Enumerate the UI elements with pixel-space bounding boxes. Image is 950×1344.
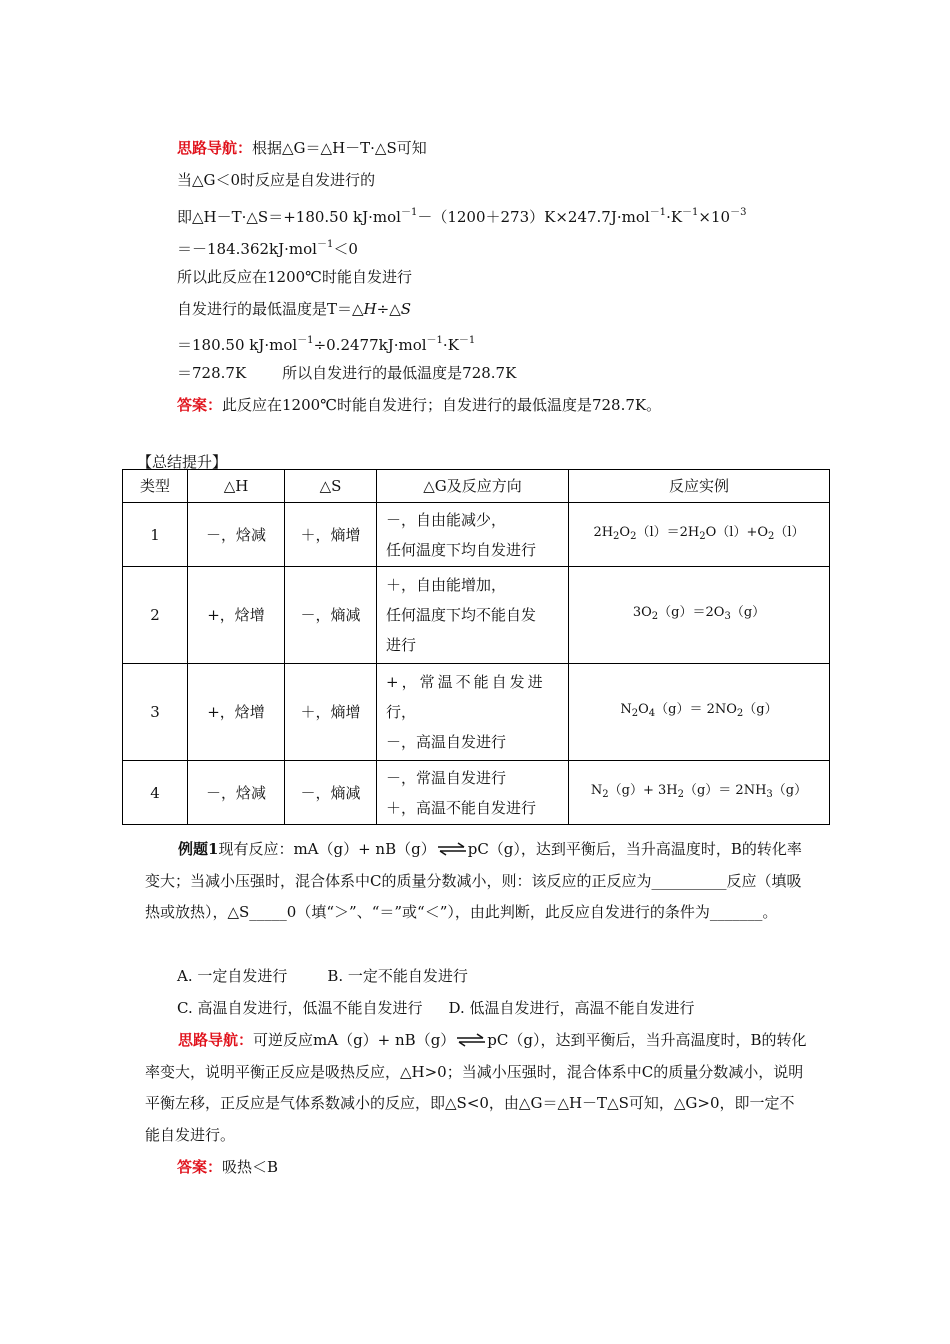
analysis-line-4 [177, 235, 358, 259]
dh-cell: +，焓增 [188, 664, 285, 761]
option-a: A. 一定自发进行 [177, 967, 288, 985]
formula-part: （l） [774, 524, 805, 540]
formula-part: ＝－184.362kJ·mol [177, 240, 317, 258]
conclusion-text: 所以自发进行的最低温度是728.7K [282, 364, 517, 382]
ds-cell: －，熵减 [285, 761, 377, 825]
type-cell: 3 [123, 664, 188, 761]
formula-part: 2H [593, 524, 614, 540]
option-row-2 [177, 998, 695, 1018]
formula-part: 3O [632, 605, 652, 620]
header-cell: 类型 [123, 470, 188, 503]
superscript: －1 [297, 335, 314, 346]
formula-part: ·K [666, 208, 683, 226]
example-cell [569, 503, 830, 567]
direction-line: －，常温自发进行 [386, 768, 507, 787]
subscript: 2 [736, 708, 744, 719]
superscript: －1 [649, 207, 667, 218]
formula-part: （g）＝ 2NH [683, 782, 767, 798]
example-cell [569, 664, 830, 761]
formula-part: O [638, 702, 649, 717]
answer-text: 此反应在1200℃时能自发进行；自发进行的最低温度是728.7K。 [222, 396, 662, 414]
formula-part: （g） [730, 605, 766, 620]
superscript: －1 [682, 207, 699, 218]
equilibrium-arrow-icon [455, 1033, 487, 1047]
ds-cell: ＋，熵增 [285, 503, 377, 567]
equilibrium-arrow-icon [436, 842, 468, 856]
formula-part: 即△H－T·△S＝+180.50 kJ·mol [177, 208, 401, 226]
superscript: －1 [400, 207, 418, 218]
direction-cell [377, 503, 569, 567]
direction-line: －，高温自发进行 [386, 733, 507, 751]
analysis-label: 思路导航： [178, 1031, 254, 1049]
ds-cell: ＋，熵增 [285, 664, 377, 761]
analysis-text: pC（g），达到平衡后，当升高温度时，B的转化率变大，说明平衡正反应是吸热反应，△H>0；当减小压强时，混合体系中C的质量分数减小，说明平衡左移，正反应是气体系数减小的反应，即△S<0，由△G＝△H－T△S可知，△G>0，即一定不能自发进行。 [145, 1031, 807, 1144]
formula-part: ÷0.2477kJ·mol [313, 336, 427, 354]
analysis-text: 根据△G＝△H－T·△S可知 [252, 139, 427, 157]
header-cell: △H [188, 470, 285, 503]
answer-label: 答案： [177, 1158, 223, 1176]
formula-part: N [620, 702, 632, 717]
subscript: 3 [724, 611, 731, 622]
example-label: 例题1 [178, 840, 219, 858]
example-cell [569, 567, 830, 664]
formula-part: （g）+ 3H [608, 782, 678, 798]
formula-part: （g） [743, 702, 778, 717]
direction-cell [377, 761, 569, 825]
direction-line: －，自由能减少， [386, 510, 507, 529]
subscript: 2 [602, 788, 609, 800]
formula-part: N [590, 782, 603, 798]
example-text: pC（g），达到平衡后，当升高温度时，B的转化率变大；当减小压强时，混合体系中C的质量分数减小，则：该反应的正反应为__________反应（填吸热或放热），△S_____0（填“＞”、“＝”或“＜”），由此判断，此反应自发进行的条件为_______。 [145, 840, 802, 921]
ds-cell: －，熵减 [285, 567, 377, 664]
analysis-line-6 [177, 299, 411, 319]
table-row [123, 503, 830, 567]
dh-cell: +，焓增 [188, 567, 285, 664]
subscript: 2 [699, 530, 706, 542]
summary-title: 【总结提升】 [137, 453, 228, 471]
direction-line: 行， [386, 703, 417, 721]
formula-part: ·K [442, 336, 459, 354]
answer-line-1 [177, 395, 661, 415]
superscript: －3 [730, 207, 747, 218]
superscript: －1 [458, 335, 476, 346]
option-d: D. 低温自发进行，高温不能自发进行 [448, 999, 695, 1017]
subscript: 2 [768, 530, 775, 542]
formula-part: 自发进行的最低温度是T＝ [177, 300, 353, 318]
analysis-line-8 [177, 363, 516, 383]
table-row [123, 567, 830, 664]
direction-line: 进行 [386, 636, 417, 654]
header-cell: △G及反应方向 [377, 470, 569, 503]
table-row [123, 761, 830, 825]
option-b: B. 一定不能自发进行 [327, 967, 468, 985]
type-cell: 2 [123, 567, 188, 664]
direction-line: ＋，高温不能自发进行 [386, 798, 537, 817]
analysis-label: 思路导航： [177, 139, 253, 157]
formula-part: ＝728.7K [177, 364, 247, 382]
example-text: 现有反应：mA（g）+ nB（g） [218, 840, 436, 858]
direction-line: 任何温度下均不能自发 [386, 606, 537, 624]
summary-table [122, 469, 830, 825]
analysis-line-3 [177, 203, 746, 227]
formula-part: O（l）+O [705, 524, 768, 540]
subscript: 2 [651, 611, 659, 622]
answer-label: 答案： [177, 396, 223, 414]
analysis-text: 可逆反应mA（g）+ nB（g） [253, 1031, 456, 1049]
formula-italic: △H÷△S [352, 300, 412, 318]
direction-line: +，常温不能自发进 [386, 673, 546, 691]
formula-part: ×10 [698, 208, 731, 226]
table-header-row [123, 470, 830, 503]
subscript: 3 [766, 788, 773, 800]
subscript: 2 [631, 708, 639, 719]
example-paragraph [145, 834, 807, 929]
superscript: －1 [426, 335, 443, 346]
formula-part: （l）＝2H [636, 524, 700, 540]
dh-cell: －，焓减 [188, 503, 285, 567]
direction-line: ＋，自由能增加， [386, 576, 507, 594]
direction-line: 任何温度下均自发进行 [386, 540, 537, 559]
option-c: C. 高温自发进行，低温不能自发进行 [177, 999, 423, 1017]
analysis-line-7 [177, 331, 475, 355]
dh-cell: －，焓减 [188, 761, 285, 825]
subscript: 4 [648, 708, 656, 719]
formula-part: O [619, 524, 631, 540]
answer-line-2 [177, 1157, 278, 1177]
formula-part: （g）＝ 2NO [655, 702, 737, 717]
answer-text: 吸热＜B [222, 1158, 279, 1176]
formula-part: （g） [772, 782, 808, 798]
example-cell [569, 761, 830, 825]
formula-part: －（1200＋273）K×247.7J·mol [417, 208, 650, 226]
formula-part: （g）＝2O [658, 605, 725, 620]
direction-cell [377, 567, 569, 664]
formula-part: ＜0 [333, 240, 358, 258]
option-row-1 [177, 966, 468, 986]
header-cell: △S [285, 470, 377, 503]
analysis2-paragraph [145, 1025, 807, 1151]
subscript: 2 [613, 530, 620, 542]
analysis-line-1 [177, 138, 427, 158]
superscript: －1 [316, 239, 334, 250]
analysis-line-5: 所以此反应在1200℃时能自发进行 [177, 268, 412, 286]
subscript: 2 [630, 530, 637, 542]
header-cell: 反应实例 [569, 470, 830, 503]
direction-cell [377, 664, 569, 761]
subscript: 2 [677, 788, 684, 800]
analysis-line-2: 当△G＜0时反应是自发进行的 [177, 171, 376, 189]
type-cell: 1 [123, 503, 188, 567]
table-row [123, 664, 830, 761]
type-cell: 4 [123, 761, 188, 825]
formula-part: ＝180.50 kJ·mol [177, 336, 298, 354]
